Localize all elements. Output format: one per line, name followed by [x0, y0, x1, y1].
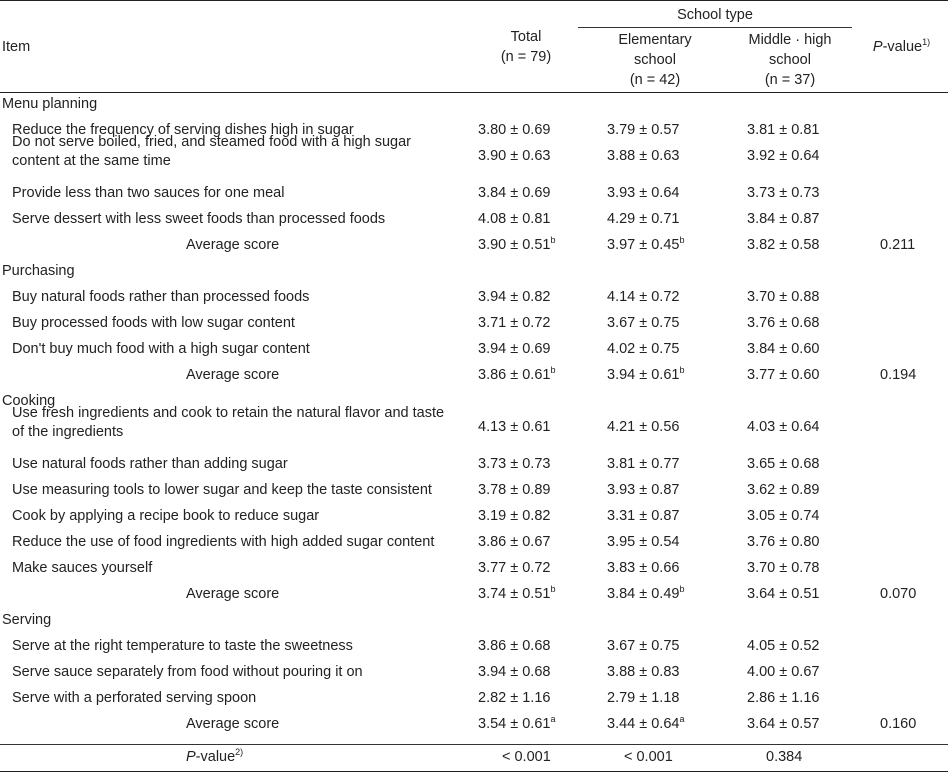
row-elementary-value: 3.93 ± 0.64 [607, 185, 680, 201]
row-middle-high-value: 3.76 ± 0.68 [747, 315, 820, 331]
average-total-value: 3.90 ± 0.51$^b$ [478, 235, 556, 253]
header-item: Item [2, 39, 31, 55]
row-total-value: 3.80 ± 0.69 [478, 122, 551, 138]
footer-elementary-p: < 0.001 [624, 749, 673, 765]
row-item-label: Serve with a perforated serving spoon [12, 690, 257, 706]
row-item-label: Reduce the frequency of serving dishes high in sugar [12, 122, 354, 138]
average-middle-high-value: 3.64 ± 0.51 [747, 586, 820, 602]
row-item-label: Use measuring tools to lower sugar and keep the taste consistent [12, 482, 432, 498]
row-middle-high-value: 3.84 ± 0.60 [747, 341, 820, 357]
row-middle-high-value: 3.05 ± 0.74 [747, 508, 820, 524]
average-elementary-value: 3.84 ± 0.49$^b$ [607, 584, 685, 602]
average-middle-high-value: 3.82 ± 0.58 [747, 237, 820, 253]
row-item-label: Don't buy much food with a high sugar content [12, 341, 310, 357]
row-item-label: Use natural foods rather than adding sugar [12, 456, 288, 472]
row-middle-high-value: 4.03 ± 0.64 [747, 419, 820, 435]
header-elementary-n: (n = 42) [629, 72, 681, 88]
header-total-n: (n = 79) [500, 49, 552, 65]
footer-total-p: < 0.001 [502, 749, 551, 765]
row-total-value: 4.08 ± 0.81 [478, 211, 551, 227]
header-rule [0, 92, 948, 93]
row-total-value: 3.19 ± 0.82 [478, 508, 551, 524]
row-elementary-value: 3.93 ± 0.87 [607, 482, 680, 498]
row-item-label: Make sauces yourself [12, 560, 153, 576]
row-total-value: 3.94 ± 0.82 [478, 289, 551, 305]
row-item-label: Buy natural foods rather than processed foods [12, 289, 310, 305]
row-elementary-value: 3.67 ± 0.75 [607, 315, 680, 331]
section-heading: Serving [2, 612, 52, 628]
row-middle-high-value: 3.62 ± 0.89 [747, 482, 820, 498]
row-item-label: Do not serve boiled, fried, and steamed food with a high sugar [12, 134, 411, 150]
row-middle-high-value: 3.65 ± 0.68 [747, 456, 820, 472]
header-middle-high-n: (n = 37) [764, 72, 816, 88]
average-score-label: Average score [186, 716, 280, 732]
row-total-value: 3.84 ± 0.69 [478, 185, 551, 201]
average-elementary-value: 3.97 ± 0.45$^b$ [607, 235, 685, 253]
average-total-value: 3.86 ± 0.61$^b$ [478, 365, 556, 383]
average-total-value: 3.54 ± 0.61$^a$ [478, 714, 556, 732]
row-elementary-value: 3.31 ± 0.87 [607, 508, 680, 524]
row-elementary-value: 4.02 ± 0.75 [607, 341, 680, 357]
row-item-label: Cook by applying a recipe book to reduce sugar [12, 508, 320, 524]
row-item-label: Reduce the use of food ingredients with high added sugar content [12, 534, 435, 550]
average-pvalue: 0.070 [880, 586, 917, 602]
average-score-label: Average score [186, 237, 280, 253]
row-elementary-value: 4.29 ± 0.71 [607, 211, 680, 227]
row-elementary-value: 3.81 ± 0.77 [607, 456, 680, 472]
header-elementary-l2: school [634, 52, 676, 68]
row-middle-high-value: 3.81 ± 0.81 [747, 122, 820, 138]
average-score-label: Average score [186, 586, 280, 602]
row-middle-high-value: 4.00 ± 0.67 [747, 664, 820, 680]
row-middle-high-value: 3.70 ± 0.88 [747, 289, 820, 305]
row-middle-high-value: 3.70 ± 0.78 [747, 560, 820, 576]
row-total-value: 4.13 ± 0.61 [478, 419, 551, 435]
row-total-value: 3.73 ± 0.73 [478, 456, 551, 472]
row-item-label: Serve dessert with less sweet foods than processed foods [12, 211, 386, 227]
bottom-rule [0, 771, 948, 772]
average-middle-high-value: 3.64 ± 0.57 [747, 716, 820, 732]
top-rule [0, 0, 948, 1]
average-elementary-value: 3.44 ± 0.64$^a$ [607, 714, 685, 732]
header-school-type: School type [677, 7, 753, 23]
footer-rule [0, 744, 948, 745]
row-total-value: 3.94 ± 0.68 [478, 664, 551, 680]
row-middle-high-value: 3.73 ± 0.73 [747, 185, 820, 201]
row-middle-high-value: 3.76 ± 0.80 [747, 534, 820, 550]
average-pvalue: 0.160 [880, 716, 917, 732]
average-pvalue: 0.211 [880, 237, 916, 253]
row-elementary-value: 4.14 ± 0.72 [607, 289, 680, 305]
row-item-label: Use fresh ingredients and cook to retain the natural flavor and taste [12, 405, 445, 421]
header-total: Total [510, 29, 542, 45]
row-middle-high-value: 2.86 ± 1.16 [747, 690, 820, 706]
row-item-label: Buy processed foods with low sugar content [12, 315, 295, 331]
average-total-value: 3.74 ± 0.51$^b$ [478, 584, 556, 602]
section-heading: Menu planning [2, 96, 98, 112]
row-total-value: 3.90 ± 0.63 [478, 148, 551, 164]
footer-pvalue-label: P-value$^{2)}$ [186, 747, 244, 765]
row-elementary-value: 3.79 ± 0.57 [607, 122, 680, 138]
section-heading: Purchasing [2, 263, 75, 279]
row-middle-high-value: 3.84 ± 0.87 [747, 211, 820, 227]
row-total-value: 3.86 ± 0.68 [478, 638, 551, 654]
row-elementary-value: 2.79 ± 1.18 [607, 690, 680, 706]
row-total-value: 3.86 ± 0.67 [478, 534, 551, 550]
row-elementary-value: 3.88 ± 0.83 [607, 664, 680, 680]
row-middle-high-value: 4.05 ± 0.52 [747, 638, 820, 654]
row-total-value: 3.71 ± 0.72 [478, 315, 551, 331]
row-total-value: 3.77 ± 0.72 [478, 560, 551, 576]
row-total-value: 3.78 ± 0.89 [478, 482, 551, 498]
school-type-rule [578, 27, 852, 28]
footer-middle-high-p: 0.384 [766, 749, 803, 765]
header-pvalue: P-value$^{1)}$ [872, 37, 931, 55]
row-elementary-value: 3.88 ± 0.63 [607, 148, 680, 164]
row-item-label-cont: content at the same time [12, 153, 171, 169]
row-elementary-value: 3.67 ± 0.75 [607, 638, 680, 654]
row-elementary-value: 3.95 ± 0.54 [607, 534, 680, 550]
row-middle-high-value: 3.92 ± 0.64 [747, 148, 820, 164]
header-elementary-l1: Elementary [618, 32, 692, 48]
average-elementary-value: 3.94 ± 0.61$^b$ [607, 365, 685, 383]
row-elementary-value: 3.83 ± 0.66 [607, 560, 680, 576]
average-score-label: Average score [186, 367, 280, 383]
row-total-value: 2.82 ± 1.16 [478, 690, 551, 706]
row-item-label: Provide less than two sauces for one meal [12, 185, 285, 201]
average-pvalue: 0.194 [880, 367, 917, 383]
row-item-label: Serve sauce separately from food without pouring it on [12, 664, 363, 680]
row-item-label-cont: of the ingredients [12, 424, 124, 440]
row-item-label: Serve at the right temperature to taste the sweetness [12, 638, 353, 654]
section-heading: Cooking [2, 393, 56, 409]
header-middle-high-l2: school [769, 52, 811, 68]
row-elementary-value: 4.21 ± 0.56 [607, 419, 680, 435]
row-total-value: 3.94 ± 0.69 [478, 341, 551, 357]
header-middle-high-l1: Middle · high [748, 32, 832, 48]
average-middle-high-value: 3.77 ± 0.60 [747, 367, 820, 383]
